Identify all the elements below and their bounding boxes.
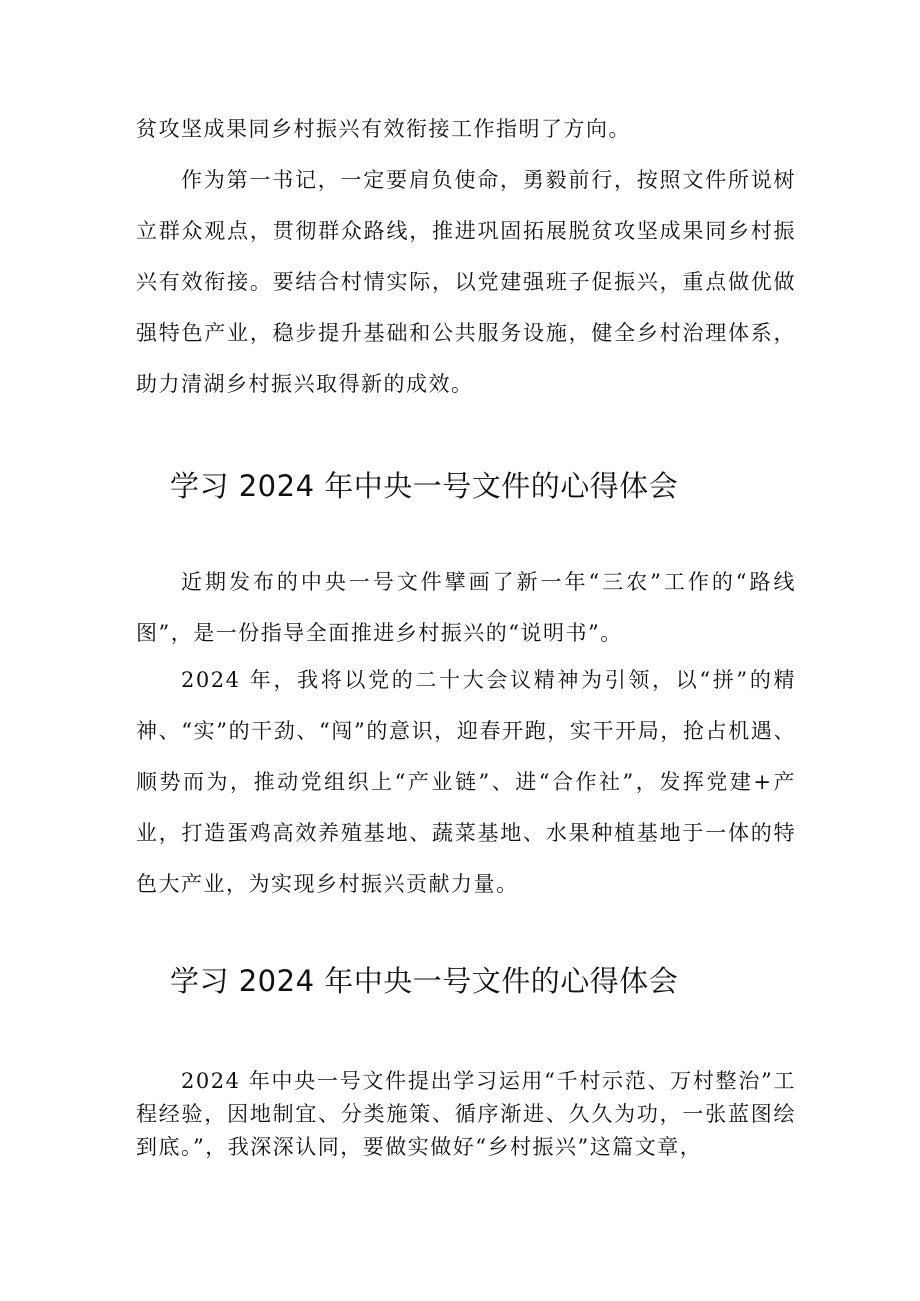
- section-heading-1: 学习 2024 年中央一号文件的心得体会: [170, 469, 679, 503]
- paragraph-continuation: 贫攻坚成果同乡村振兴有效衔接工作指明了方向。: [136, 117, 631, 141]
- paragraph-first-secretary: 作为第一书记，一定要肩负使命，勇毅前行，按照文件所说树立群众观点，贯彻群众路线，推进巩固拓展脱贫攻坚成果同乡村振兴有效衔接。要结合村情实际，以党建强班子促振兴，重点做优做强特色产业，稳步提升基础和公共服务设施，健全乡村治理体系，助力清湖乡村振兴取得新的成效。: [136, 168, 796, 396]
- paragraph-roadmap: 近期发布的中央一号文件擘画了新一年“三农”工作的“路线图”，是一份指导全面推进乡村振兴的“说明书”。: [136, 570, 796, 645]
- paragraph-2024-plan: 2024 年，我将以党的二十大会议精神为引领，以“拼”的精神、“实”的干劲、“闯”的意识，迎春开跑，实干开局，抢占机遇、顺势而为，推动党组织上“产业链”、进“合作社”，发挥党建+产业，打造蛋鸡高效养殖基地、蔬菜基地、水果种植基地于一体的特色大产业，为实现乡村振兴贡献力量。: [136, 668, 796, 896]
- section-heading-2: 学习 2024 年中央一号文件的心得体会: [170, 964, 679, 998]
- paragraph-thousand-villages: 2024 年中央一号文件提出学习运用“千村示范、万村整治”工程经验，因地制宜、分类施策、循序渐进、久久为功，一张蓝图绘到底。”，我深深认同，要做实做好“乡村振兴”这篇文章，: [136, 1069, 796, 1159]
